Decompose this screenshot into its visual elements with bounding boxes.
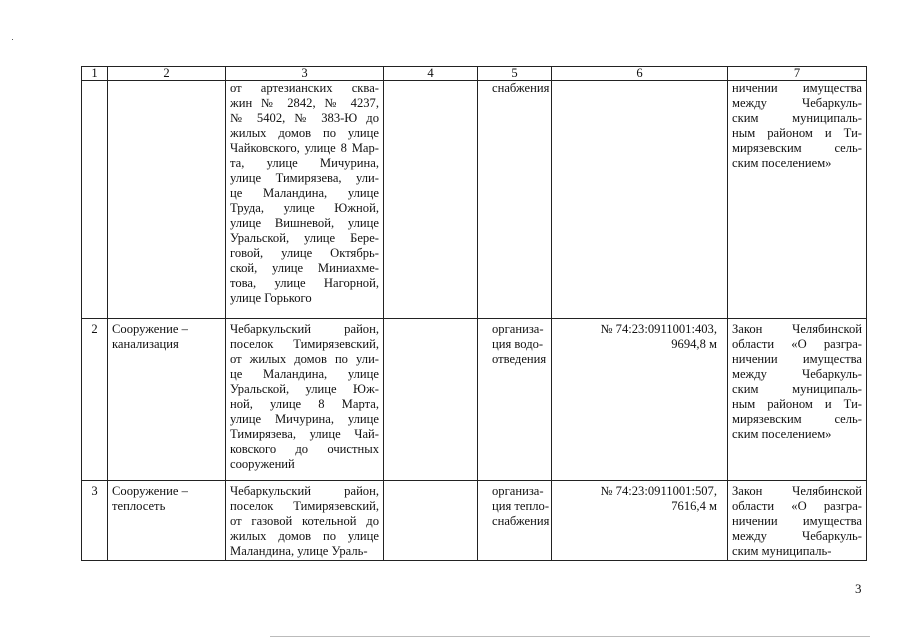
object-name-cell [108, 81, 226, 319]
legal-basis-cell [728, 481, 867, 561]
text-line: ской, улице Миниахме- [230, 261, 379, 275]
text-line: № 74:23:0911001:403, [600, 322, 717, 336]
text-line: Закон Челябинской [732, 484, 862, 498]
text-line: говой, улице Октябрь- [230, 246, 379, 260]
text-line: мирязевским сель- [732, 412, 862, 426]
text-line: ция тепло- [492, 499, 550, 513]
location-cell [226, 319, 384, 481]
text-line: между Чебаркуль- [732, 96, 862, 110]
text-line: отведения [492, 352, 547, 366]
text-line: мирязевским сель- [732, 141, 862, 155]
text-line: улице Тимирязева, ули- [230, 171, 379, 185]
scan-dot [12, 39, 13, 40]
text-line: области «О разгра- [732, 499, 862, 513]
row-number-cell [82, 81, 108, 319]
table-header-row [82, 67, 867, 81]
text-line: улице Мичурина, улице [230, 412, 379, 426]
text-line: ничении имущества [732, 81, 862, 95]
text-line: 7616,4 м [671, 499, 717, 513]
text-line: поселок Тимирязевский, [230, 499, 379, 513]
purpose-cell [478, 481, 552, 561]
legal-basis-cell [728, 319, 867, 481]
header-cell: 5 [478, 67, 552, 81]
cadastral-cell [552, 81, 728, 319]
text-line: ничении имущества [732, 514, 862, 528]
text-line: ным районом и Ти- [732, 126, 862, 140]
text-line: между Чебаркуль- [732, 367, 862, 381]
header-cell: 2 [108, 67, 226, 81]
text-line: Уральской, улице Бере- [230, 231, 379, 245]
text-line: це Маландина, улице [230, 186, 379, 200]
header-cell: 6 [552, 67, 728, 81]
text-line: жин № 2842, № 4237, [230, 96, 379, 110]
text-line: Сооружение – [112, 484, 188, 498]
header-cell: 4 [384, 67, 478, 81]
text-line: организа- [492, 484, 544, 498]
text-line: улице Вишневой, улице [230, 216, 379, 230]
table-row [82, 481, 867, 561]
legal-basis-cell [728, 81, 867, 319]
text-line: ным районом и Ти- [732, 397, 862, 411]
row-number-cell: 2 [82, 319, 108, 481]
table-row [82, 319, 867, 481]
column-4-cell [384, 481, 478, 561]
text-line: улице Горького [230, 291, 312, 305]
text-line: № 74:23:0911001:507, [600, 484, 717, 498]
text-line: Чебаркульский район, [230, 484, 379, 498]
text-line: Чебаркульский район, [230, 322, 379, 336]
text-line: 9694,8 м [671, 337, 717, 351]
cadastral-cell [552, 481, 728, 561]
text-line: от жилых домов по ули- [230, 352, 379, 366]
text-line: ной, улице 8 Марта, [230, 397, 379, 411]
text-line: жилых домов по улице [230, 529, 379, 543]
column-4-cell [384, 319, 478, 481]
object-name-cell [108, 481, 226, 561]
property-table [81, 66, 867, 561]
text-line: между Чебаркуль- [732, 529, 862, 543]
text-line: сооружений [230, 457, 295, 471]
text-line: ским поселением» [732, 427, 832, 441]
page-number: 3 [855, 581, 862, 596]
text-line: това, улице Нагорной, [230, 276, 379, 290]
purpose-cell [478, 81, 552, 319]
table-row [82, 81, 867, 319]
text-line: Маландина, улице Ураль- [230, 544, 368, 558]
location-cell [226, 481, 384, 561]
object-name-cell [108, 319, 226, 481]
text-line: Тимирязева, улице Чай- [230, 427, 379, 441]
cadastral-cell [552, 319, 728, 481]
row-number-cell: 3 [82, 481, 108, 561]
text-line: поселок Тимирязевский, [230, 337, 379, 351]
text-line: ция водо- [492, 337, 544, 351]
text-line: организа- [492, 322, 544, 336]
column-4-cell [384, 81, 478, 319]
header-cell: 7 [728, 67, 867, 81]
text-line: ским муниципаль- [732, 382, 862, 396]
text-line: от артезианских сква- [230, 81, 379, 95]
header-cell: 1 [82, 67, 108, 81]
purpose-cell [478, 319, 552, 481]
text-line: снабжения [492, 81, 550, 95]
text-line: канализация [112, 337, 179, 351]
text-line: Труда, улице Южной, [230, 201, 379, 215]
text-line: Закон Челябинской [732, 322, 862, 336]
text-line: от газовой котельной до [230, 514, 379, 528]
text-line: ничении имущества [732, 352, 862, 366]
text-line: ским муниципаль- [732, 111, 862, 125]
text-line: це Маландина, улице [230, 367, 379, 381]
text-line: та, улице Мичурина, [230, 156, 379, 170]
text-line: жилых домов по улице [230, 126, 379, 140]
text-line: снабжения [492, 514, 550, 528]
text-line: ским муниципаль- [732, 544, 832, 558]
text-line: ским поселением» [732, 156, 832, 170]
text-line: Сооружение – [112, 322, 188, 336]
text-line: области «О разгра- [732, 337, 862, 351]
location-cell [226, 81, 384, 319]
text-line: Чайковского, улице 8 Мар- [230, 141, 379, 155]
text-line: № 5402, № 383-Ю до [230, 111, 379, 125]
header-cell: 3 [226, 67, 384, 81]
text-line: ковского до очистных [230, 442, 379, 456]
text-line: Уральской, улице Юж- [230, 382, 379, 396]
text-line: теплосеть [112, 499, 166, 513]
scan-edge-line [270, 636, 870, 637]
